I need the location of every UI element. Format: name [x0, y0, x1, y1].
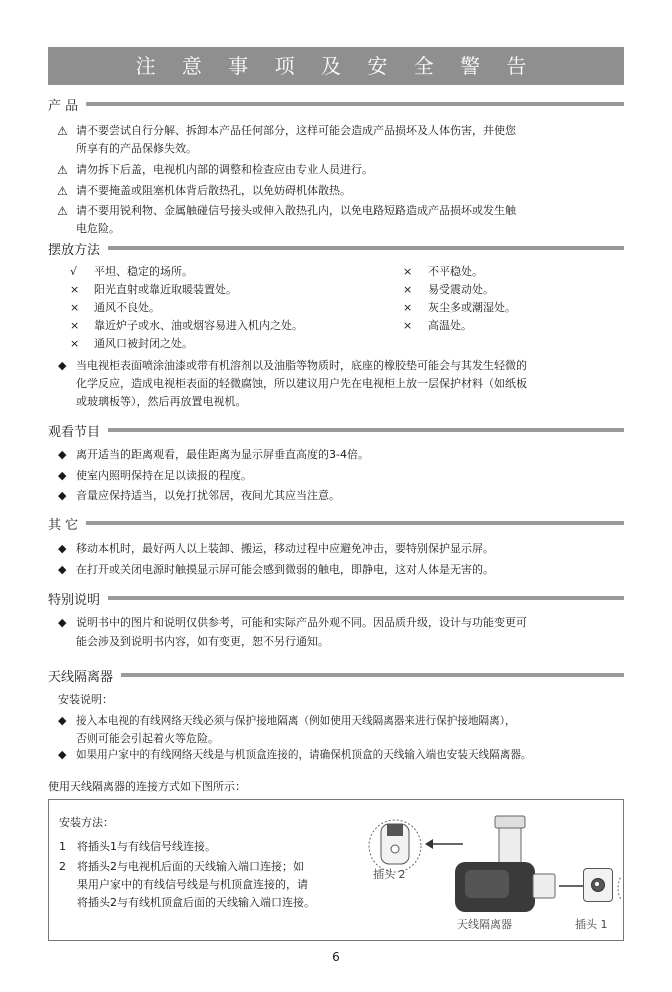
cross-icon: × [70, 337, 80, 350]
plug-1-label: 插头 1 [575, 918, 608, 931]
cross-icon: × [403, 301, 413, 314]
section-product-header [48, 94, 624, 114]
section-heading: 天线隔离器 [48, 669, 114, 685]
watching-item-3: 音量应保持适当，以免打扰邻居，夜间尤其应当注意。 [76, 489, 340, 502]
step-1-number: 1 [59, 840, 66, 853]
cross-icon: × [70, 283, 80, 296]
watching-item-2: 使室内照明保持在足以读报的程度。 [76, 469, 252, 482]
diamond-bullet-icon: ◆ [58, 616, 67, 629]
box-title: 安装方法： [59, 816, 114, 829]
section-other-header [48, 513, 624, 533]
diamond-bullet-icon: ◆ [58, 563, 67, 576]
special-line-1: 说明书中的图片和说明仅供参考，可能和实际产品外观不同。因品质升级，设计与功能变更可 [76, 616, 527, 629]
step-1-text: 将插头1与有线信号线连接。 [77, 840, 216, 853]
antenna-isolator-illustration [455, 816, 555, 912]
section-watching-header [48, 420, 624, 440]
placement-left-4: 靠近炉子或水、油或烟容易进入机内之处。 [94, 319, 303, 332]
section-antenna-header [48, 665, 624, 685]
other-item-2: 在打开或关闭电源时触摸显示屏可能会感到微弱的触电，即静电，这对人体是无害的。 [76, 563, 494, 576]
check-icon: √ [70, 265, 78, 278]
diamond-bullet-icon: ◆ [58, 448, 67, 461]
step-2-line-1: 将插头2与电视机后面的天线输入端口连接；如 [77, 860, 304, 873]
placement-left-5: 通风口被封闭之处。 [94, 337, 193, 350]
section-heading: 其 它 [48, 517, 79, 533]
placement-note-line-1: 当电视柜表面喷涂油漆或带有机溶剂以及油脂等物质时，底座的橡胶垫可能会与其发生轻微的 [76, 359, 527, 372]
section-heading: 摆放方法 [48, 242, 101, 258]
diamond-bullet-icon: ◆ [58, 359, 67, 372]
install-method-box [48, 799, 624, 941]
section-special-header [48, 588, 624, 608]
step-2-number: 2 [59, 860, 66, 873]
product-item-4-line-2: 电危险。 [76, 222, 120, 235]
product-item-1-line-1: 请不要尝试自行分解、拆卸本产品任何部分，这样可能会造成产品损坏及人体伤害，并使您 [76, 124, 516, 137]
arrow-left-icon [425, 839, 433, 849]
product-item-4-line-1: 请不要用锐利物、金属触碰信号接头或伸入散热孔内，以免电路短路造成产品损坏或发生触 [76, 204, 516, 217]
watching-item-1: 离开适当的距离观看，最佳距离为显示屏垂直高度的3-4倍。 [76, 448, 369, 461]
placement-right-2: 易受震动处。 [428, 283, 494, 296]
step-2-line-2: 果用户家中的有线信号线是与机顶盒连接的，请 [77, 878, 308, 891]
placement-left-2: 阳光直射或靠近取暖装置处。 [94, 283, 237, 296]
diamond-bullet-icon: ◆ [58, 748, 67, 761]
warning-triangle-icon: ⚠ [57, 204, 68, 218]
antenna-usage-line: 使用天线隔离器的连接方式如下图所示： [48, 780, 246, 793]
section-rule [108, 428, 624, 432]
warning-triangle-icon: ⚠ [57, 163, 68, 177]
product-item-2: 请勿拆下后盖，电视机内部的调整和检查应由专业人员进行。 [76, 163, 373, 176]
section-heading: 观看节目 [48, 424, 101, 440]
antenna-item-1-line-2: 否则可能会引起着火等危险。 [76, 732, 219, 745]
antenna-install-label: 安装说明： [58, 693, 113, 706]
placement-right-4: 高温处。 [428, 319, 472, 332]
cross-icon: × [403, 283, 413, 296]
antenna-item-2: 如果用户家中的有线网络天线是与机顶盒连接的，请确保机顶盒的天线输入端也安装天线隔离器。 [76, 749, 532, 761]
isolator-label: 天线隔离器 [457, 918, 512, 931]
placement-left-1: 平坦、稳定的场所。 [94, 265, 193, 278]
cross-icon: × [70, 319, 80, 332]
plug-2-illustration [369, 820, 421, 872]
plug-1-icon [583, 868, 613, 902]
other-item-1: 移动本机时，最好两人以上装卸、搬运，移动过程中应避免冲击，要特别保护显示屏。 [76, 542, 494, 555]
cross-icon: × [70, 301, 80, 314]
product-item-1-line-2: 所享有的产品保修失效。 [76, 142, 197, 155]
diamond-bullet-icon: ◆ [58, 714, 67, 727]
section-rule [121, 673, 624, 677]
section-rule [86, 521, 624, 525]
plug-2-label: 插头 2 [373, 868, 406, 881]
step-2-line-3: 将插头2与有线机顶盒后面的天线输入端口连接。 [77, 896, 315, 909]
warning-triangle-icon: ⚠ [57, 124, 68, 138]
placement-right-3: 灰尘多或潮湿处。 [428, 301, 516, 314]
cross-icon: × [403, 319, 413, 332]
product-item-3: 请不要掩盖或阻塞机体背后散热孔，以免妨碍机体散热。 [76, 184, 351, 197]
section-heading: 特别说明 [48, 592, 101, 608]
diamond-bullet-icon: ◆ [58, 542, 67, 555]
placement-note-line-2: 化学反应，造成电视柜表面的轻微腐蚀，所以建议用户先在电视柜上放一层保护材料（如纸板 [76, 377, 527, 390]
warning-triangle-icon: ⚠ [57, 184, 68, 198]
page-title: 注 意 事 项 及 安 全 警 告 [48, 47, 624, 85]
special-line-2: 能会涉及到说明书内容，如有变更，恕不另行通知。 [76, 635, 329, 648]
cross-icon: × [403, 265, 413, 278]
section-rule [108, 246, 624, 250]
section-heading: 产 品 [48, 98, 79, 114]
page-number: 6 [332, 950, 340, 964]
diamond-bullet-icon: ◆ [58, 489, 67, 502]
antenna-item-1-line-1: 接入本电视的有线网络天线必须与保护接地隔离（例如使用天线隔离器来进行保护接地隔离）， [76, 715, 516, 727]
placement-left-3: 通风不良处。 [94, 301, 160, 314]
section-rule [108, 596, 624, 600]
section-placement-header [48, 238, 624, 258]
section-rule [86, 102, 624, 106]
placement-note-line-3: 或玻璃板等），然后再放置电视机。 [76, 395, 247, 408]
placement-right-1: 不平稳处。 [428, 265, 483, 278]
diamond-bullet-icon: ◆ [58, 469, 67, 482]
